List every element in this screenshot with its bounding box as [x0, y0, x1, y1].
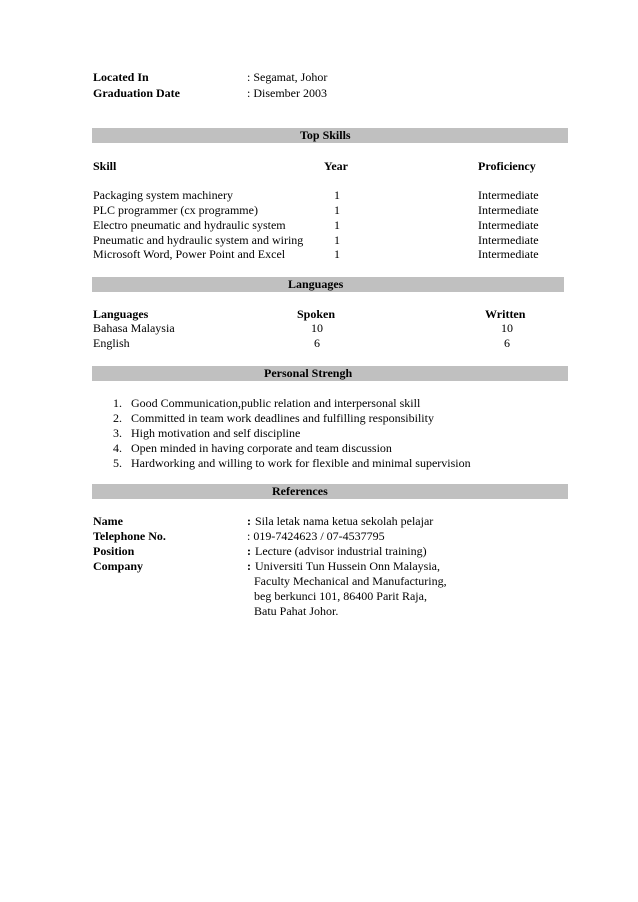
located-value: : Segamat, Johor [247, 70, 328, 84]
reference-company-colon: : [247, 559, 251, 573]
reference-phone-value: : 019-7424623 / 07-4537795 [247, 529, 385, 543]
list-number: 3. [113, 426, 122, 440]
languages-title: Languages [288, 277, 344, 291]
reference-company-line: beg berkunci 101, 86400 Parit Raja, [254, 589, 427, 603]
skill-name: Pneumatic and hydraulic system and wiring [93, 233, 304, 247]
skill-year: 1 [334, 203, 340, 217]
skill-year: 1 [334, 247, 340, 261]
list-text: Open minded in having corporate and team discussion [131, 441, 392, 455]
skill-name: PLC programmer (cx programme) [93, 203, 258, 217]
language-written: 6 [504, 336, 510, 350]
year-column-header: Year [324, 159, 348, 173]
list-number: 4. [113, 441, 122, 455]
skill-proficiency: Intermediate [478, 233, 539, 247]
reference-position-colon: : [247, 544, 251, 558]
top-skills-title: Top Skills [300, 128, 351, 142]
skill-name: Electro pneumatic and hydraulic system [93, 218, 286, 232]
language-name: English [93, 336, 130, 350]
top-skills-header [92, 128, 568, 143]
list-text: Hardworking and willing to work for flexible and minimal supervision [131, 456, 471, 470]
skill-proficiency: Intermediate [478, 188, 539, 202]
list-number: 5. [113, 456, 122, 470]
reference-company-line: Faculty Mechanical and Manufacturing, [254, 574, 447, 588]
reference-name-colon: : [247, 514, 251, 528]
skill-column-header: Skill [93, 159, 117, 173]
reference-name-value: Sila letak nama ketua sekolah pelajar [255, 514, 434, 528]
language-name: Bahasa Malaysia [93, 321, 175, 335]
language-spoken: 10 [311, 321, 323, 335]
spoken-column-header: Spoken [297, 307, 336, 321]
reference-name-label: Name [93, 514, 123, 528]
language-written: 10 [501, 321, 513, 335]
list-text: Good Communication,public relation and interpersonal skill [131, 396, 421, 410]
personal-strength-header [92, 366, 568, 381]
references-header [92, 484, 568, 499]
located-label: Located In [93, 70, 149, 84]
list-text: High motivation and self discipline [131, 426, 301, 440]
skill-year: 1 [334, 233, 340, 247]
graduation-value: : Disember 2003 [247, 86, 327, 100]
skill-name: Microsoft Word, Power Point and Excel [93, 247, 286, 261]
skill-name: Packaging system machinery [93, 188, 233, 202]
reference-position-label: Position [93, 544, 135, 558]
personal-strength-title: Personal Strengh [264, 366, 353, 380]
reference-company-label: Company [93, 559, 144, 573]
reference-position-value: Lecture (advisor industrial training) [255, 544, 427, 558]
language-spoken: 6 [314, 336, 320, 350]
skill-proficiency: Intermediate [478, 247, 539, 261]
written-column-header: Written [485, 307, 526, 321]
proficiency-column-header: Proficiency [478, 159, 536, 173]
languages-header [92, 277, 564, 292]
reference-phone-label: Telephone No. [93, 529, 166, 543]
skill-year: 1 [334, 188, 340, 202]
references-title: References [272, 484, 328, 498]
skill-proficiency: Intermediate [478, 218, 539, 232]
languages-column-header: Languages [93, 307, 149, 321]
skill-year: 1 [334, 218, 340, 232]
reference-company-line: Batu Pahat Johor. [254, 604, 339, 618]
list-number: 2. [113, 411, 122, 425]
list-text: Committed in team work deadlines and fulfilling responsibility [131, 411, 434, 425]
skill-proficiency: Intermediate [478, 203, 539, 217]
reference-company-line: Universiti Tun Hussein Onn Malaysia, [255, 559, 441, 573]
list-number: 1. [113, 396, 122, 410]
graduation-label: Graduation Date [93, 86, 180, 100]
